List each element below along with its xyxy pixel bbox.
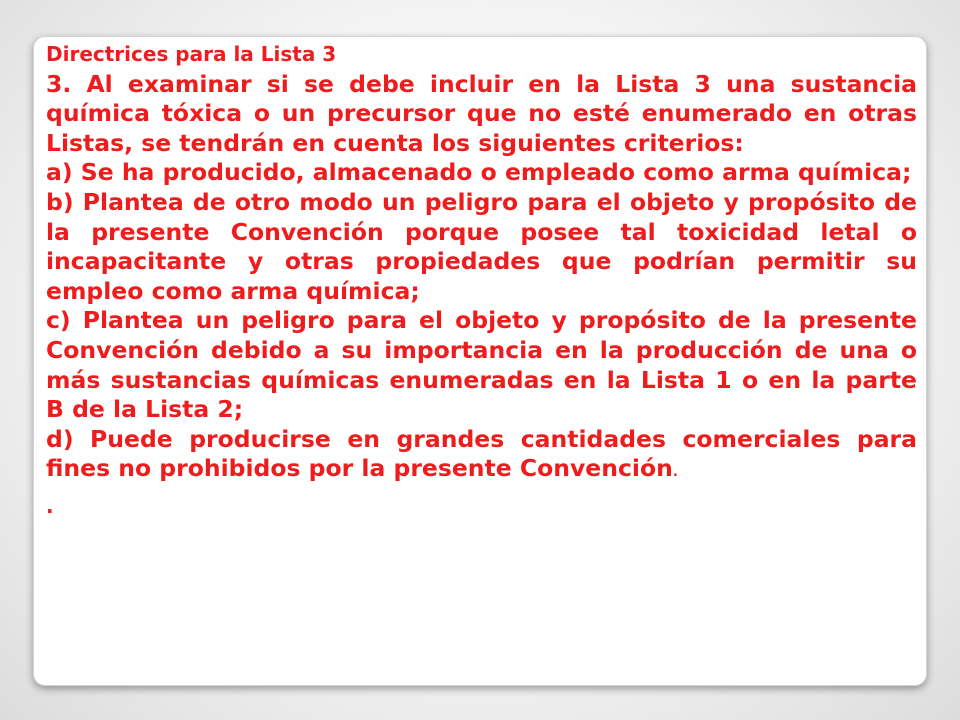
paragraph-criterion-b: b) Plantea de otro modo un peligro para el objeto y propósito de la presente Convención porque posee tal toxicidad letal o incapacitante y otras propiedades que podrían permitir su empleo como arma química; — [46, 187, 917, 305]
paragraph-criterion-d — [46, 425, 917, 488]
paragraph-criterion-a: a) Se ha producido, almacenado o empleado como arma química; — [46, 158, 912, 187]
paragraph-criterion-c: c) Plantea un peligro para el objeto y propósito de la presente Convención debido a su importancia en la producción de una o más sustancias químicas enumeradas en la Lista 1 o en la parte B de la Lista 2; — [46, 306, 917, 424]
slide-title: Directrices para la Lista 3 — [46, 42, 337, 66]
slide-body — [46, 40, 917, 524]
paragraph-criterion-d-text: d) Puede producirse en grandes cantidades comerciales para fines no prohibidos por la presente Convención — [46, 424, 917, 483]
paragraph-criteria-intro: 3. Al examinar si se debe incluir en la Lista 3 una sustancia química tóxica o un precursor que no esté enumerado en otras Listas, se tendrán en cuenta los siguientes criterios: — [46, 69, 917, 157]
paragraph-criterion-d-end: . — [672, 465, 678, 481]
trailing-mark: . — [46, 493, 54, 518]
